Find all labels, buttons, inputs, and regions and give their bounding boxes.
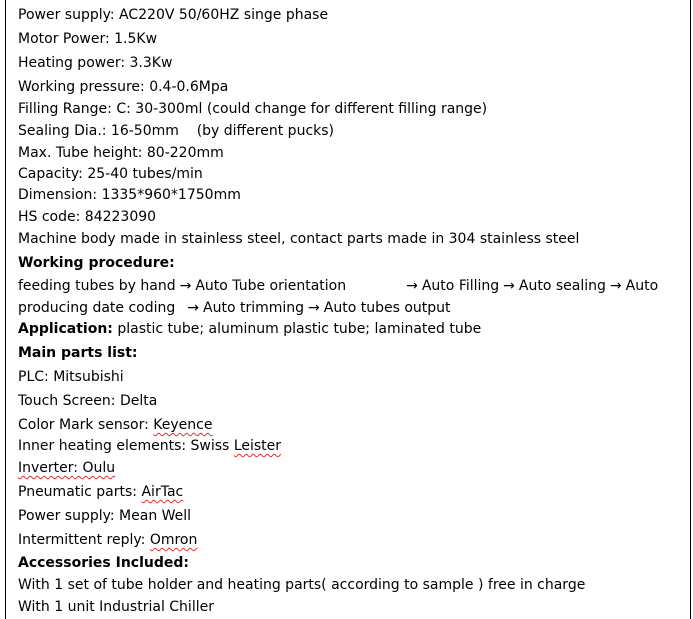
spec-motor-power: Motor Power: 1.5Kw: [18, 31, 158, 47]
accessory-item: With 1 unit Industrial Chiller: [18, 599, 214, 615]
arrow-right-icon: →: [187, 300, 200, 316]
arrow-right-icon: →: [308, 300, 320, 316]
procedure-step: Auto Filling: [421, 278, 500, 294]
spec-dimension: Dimension: 1335*960*1750mm: [18, 187, 241, 203]
spec-heating-power: Heating power: 3.3Kw: [18, 55, 173, 71]
arrow-right-icon: →: [406, 278, 418, 294]
working-procedure-heading: Working procedure:: [18, 255, 175, 271]
accessories-heading: Accessories Included:: [18, 555, 189, 571]
part-plc: PLC: Mitsubishi: [18, 369, 124, 385]
document-frame: [5, 0, 691, 619]
part-touch-screen: Touch Screen: Delta: [18, 393, 158, 409]
procedure-step: feeding tubes by hand: [18, 278, 176, 294]
procedure-line-1: [18, 277, 658, 295]
application-text: plastic tube; aluminum plastic tube; laminated tube: [112, 321, 482, 337]
part-power-supply: Power supply: Mean Well: [18, 508, 192, 524]
part-intermittent-reply: Intermittent reply: Omron: [18, 532, 198, 548]
part-inverter: Inverter: Oulu: [18, 460, 116, 476]
accessory-item: With 1 set of tube holder and heating parts( according to sample ) free in charge: [18, 577, 586, 593]
procedure-step: Auto tubes output: [323, 300, 451, 316]
application-label: Application:: [18, 321, 113, 337]
spec-hs-code: HS code: 84223090: [18, 209, 157, 225]
spec-working-pressure: Working pressure: 0.4-0.6Mpa: [18, 79, 229, 95]
spec-machine-body: Machine body made in stainless steel, contact parts made in 304 stainless steel: [18, 231, 580, 247]
procedure-step: Auto sealing: [518, 278, 606, 294]
spec-power-supply: Power supply: AC220V 50/60HZ singe phase: [18, 7, 329, 23]
spec-filling-range: Filling Range: C: 30-300ml (could change for different filling range): [18, 101, 488, 117]
part-inner-heating: Inner heating elements: Swiss Leister: [18, 438, 282, 454]
procedure-step: producing date coding: [18, 300, 176, 316]
part-pneumatic: Pneumatic parts: AirTac: [18, 484, 184, 500]
spec-max-tube-height: Max. Tube height: 80-220mm: [18, 145, 224, 161]
arrow-right-icon: →: [179, 278, 192, 294]
arrow-right-icon: →: [609, 278, 622, 294]
procedure-line-2: [18, 299, 451, 317]
procedure-step: Auto trimming: [203, 300, 305, 316]
procedure-step: Auto: [625, 278, 659, 294]
spec-sealing-dia: Sealing Dia.: 16-50mm (by different pucks): [18, 123, 335, 139]
part-color-mark-sensor: Color Mark sensor: Keyence: [18, 417, 213, 433]
main-parts-heading: Main parts list:: [18, 345, 138, 361]
spec-capacity: Capacity: 25-40 tubes/min: [18, 166, 203, 182]
procedure-step: Auto Tube orientation: [195, 278, 347, 294]
arrow-right-icon: →: [503, 278, 515, 294]
application-line: [18, 320, 481, 338]
